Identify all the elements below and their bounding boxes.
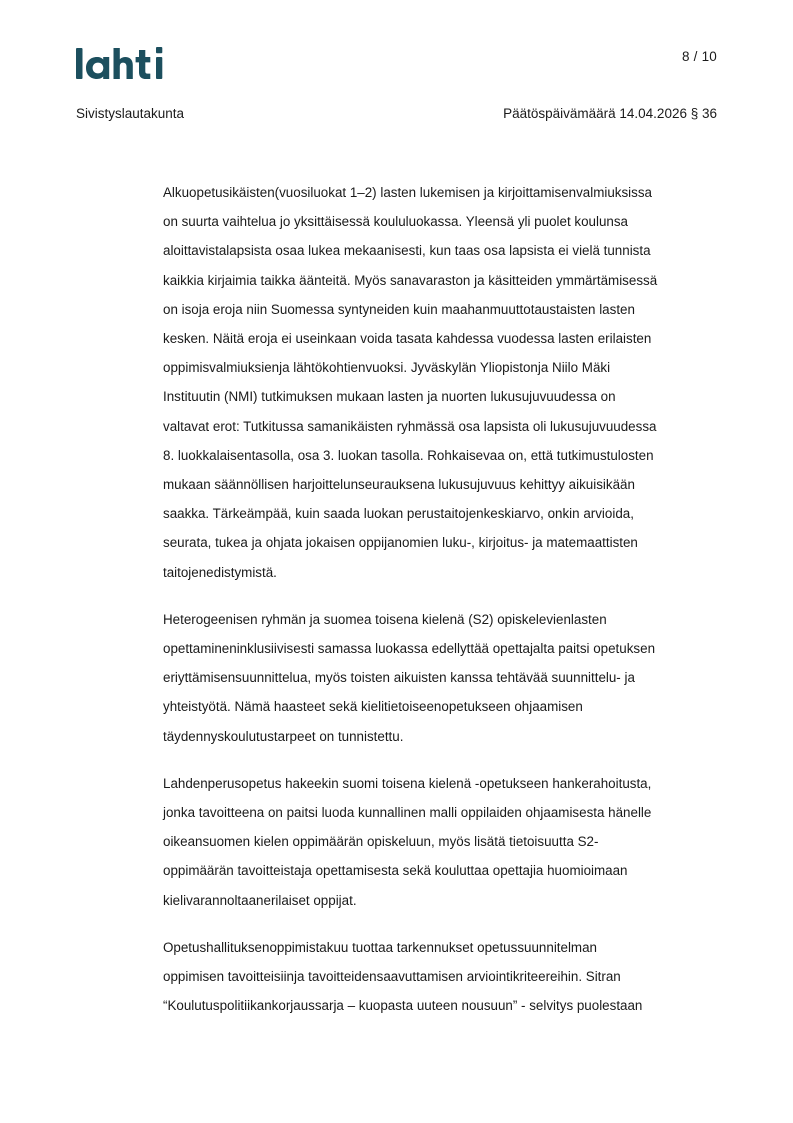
page-number: 8 / 10 xyxy=(682,49,717,64)
department-name: Sivistyslautakunta xyxy=(76,106,185,121)
decision-date: Päätöspäivämäärä 14.04.2026 § 36 xyxy=(503,106,717,121)
paragraph: Alkuopetusikäisten(vuosiluokat 1–2) lasten lukemisen ja kirjoittamisenvalmiuksissa on suurta vaihtelua jo yksittäisessä koululuokassa. Yleensä yli puolet koulunsa aloittavistalapsista osaa lukea mekaanisesti, kun taas osa lapsista ei vielä tunnista kaikkia kirjaimia taikka äänteitä. Myös sanavaraston ja käsitteiden ymmärtämisessä on isoja eroja niin Suomessa syntyneiden kuin maahanmuuttotaustaisten lasten kesken. Näitä eroja ei useinkaan voida tasata kahdessa vuodessa lasten erilaisten oppimisvalmiuksienja lähtökohtienvuoksi. Jyväskylän Yliopistonja Niilo Mäki Instituutin (NMI) tutkimuksen mukaan lasten ja nuorten lukusujuvuudessa on valtavat erot: Tutkitussa samanikäisten ryhmässä osa lapsista oli lukusujuvuudessa 8. luokkalaisentasolla, osa 3. luokan tasolla. Rohkaisevaa on, että tutkimustulosten mukaan säännöllisen harjoittelunseurauksena lukusujuvuus kehittyy aikuisikään saakka. Tärkeämpää, kuin saada luokan perustaitojenkeskiarvo, onkin arvioida, seurata, tukea ja ohjata jokaisen oppijanomien luku-, kirjoitus- ja matemaattisten taitojenedistymistä. xyxy=(163,185,658,580)
paragraph: Lahdenperusopetus hakeekin suomi toisena kielenä -opetukseen hankerahoitusta, jonka tavoitteena on paitsi luoda kunnallinen malli oppilaiden ohjaamisesta hänelle oikeansuomen kielen oppimäärän opiskeluun, myös lisätä tietoisuutta S2- oppimäärän tavoitteistaja opettamisesta sekä kouluttaa opettajia huomioimaan kielivarannoltaanerilaiset oppijat. xyxy=(163,775,652,908)
paragraph: Heterogeenisen ryhmän ja suomea toisena kielenä (S2) opiskelevienlasten opettamineninklusiivisesti samassa luokassa edellyttää opettajalta paitsi opetuksen eriyttämisensuunnittelua, myös toisten aikuisten kanssa tehtävää suunnittelu- ja yhteistyötä. Nämä haasteet sekä kielitietoiseenopetukseen ohjaamisen täydennyskoulutustarpeet on tunnistettu. xyxy=(163,611,656,744)
document-body xyxy=(163,178,723,1038)
paragraph: Opetushallituksenoppimistakuu tuottaa tarkennukset opetussuunnitelman oppimisen tavoitteisiinja tavoitteidensaavuttamisen arviointikriteereihin. Sitran “Koulutuspolitiikankorjaussarja – kuopasta uuteen nousuun” - selvitys puolestaan xyxy=(163,939,643,1014)
document-header xyxy=(76,106,717,121)
lahti-logo xyxy=(76,46,168,82)
